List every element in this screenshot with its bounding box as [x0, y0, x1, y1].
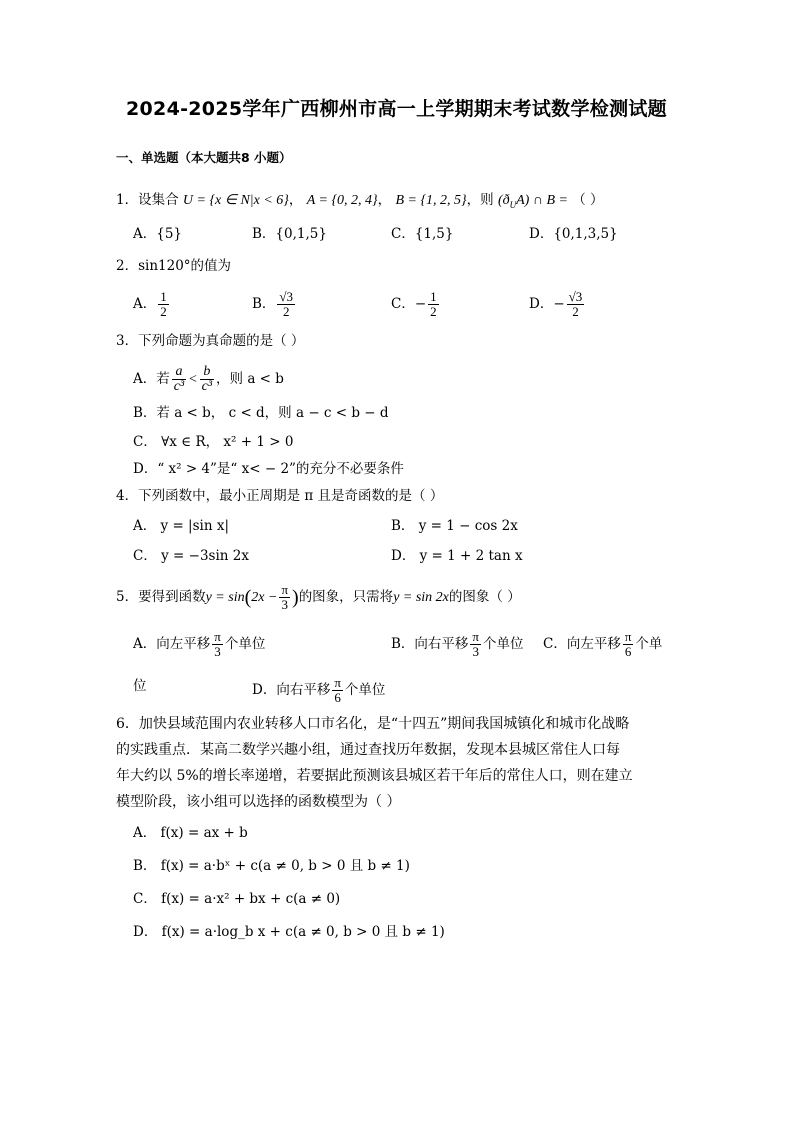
- question-6-line-1: 6．加快县域范围内农业转移人口市名化，是“十四五”期间我国城镇化和城市化战略: [116, 716, 630, 732]
- question-5-stem: 5．要得到函数y = sin(2x − $\frac{\pi}{3}$ )的图象，只需将y = sin 2x的图象（ ）: [116, 582, 521, 612]
- question-6-line-3: 年大约以 5%的增长率递增，若要据此预测该县城区若干年后的常住人口，则在建立: [116, 768, 633, 784]
- question-2-option-d[interactable]: D．− $\frac{√3}{2}$: [529, 289, 583, 319]
- question-3-option-b[interactable]: B．若 a < b， c < d，则 a − c < b − d: [133, 405, 389, 421]
- question-6-line-4: 模型阶段，该小组可以选择的函数模型为（ ）: [116, 794, 401, 810]
- set-b: B = {1, 2, 5}: [395, 193, 467, 208]
- question-5-option-c-wrap: 位: [133, 678, 147, 694]
- question-6-option-d[interactable]: D． f(x) = a·log_b x + c(a ≠ 0, b > 0 且 b ≠ 1): [133, 924, 445, 940]
- set-u: U = {x ∈ N|x < 6}: [182, 193, 289, 208]
- question-2-option-a[interactable]: A． $\frac{1}{2}$: [133, 289, 167, 319]
- question-2-option-c[interactable]: C．− $\frac{1}{2}$: [391, 289, 437, 319]
- question-1-stem: 1．设集合 U = {x ∈ N|x < 6}， A = {0, 2, 4}， B = {1, 2, 5}，则 $(ð_UA)$ ∩ B = （ ）: [116, 192, 604, 210]
- question-5-option-a[interactable]: A．向左平移 $\frac{\pi}{3}$ 个单位: [133, 629, 266, 659]
- question-3-option-a[interactable]: A．若 $\frac{a}{\text{c³}}$ < $\frac{b}{\text{c³}}$ ，则 a < b: [133, 364, 284, 394]
- question-4-option-c[interactable]: C． y = −3sin 2x: [133, 548, 249, 564]
- question-1-option-d[interactable]: D．{0,1,3,5}: [529, 226, 618, 242]
- question-4-stem: 4．下列函数中，最小正周期是 π 且是奇函数的是（ ）: [116, 488, 444, 504]
- question-3-option-c[interactable]: C． ∀x ∈ R， x² + 1 > 0: [133, 434, 294, 450]
- question-3-stem: 3．下列命题为真命题的是（ ）: [116, 333, 305, 349]
- question-5-option-d[interactable]: D．向右平移 $\frac{\pi}{6}$ 个单位: [252, 675, 386, 705]
- question-1-option-b[interactable]: B．{0,1,5}: [252, 226, 327, 242]
- question-3-option-d[interactable]: D．“ x² > 4”是“ x< − 2”的充分不必要条件: [133, 461, 404, 477]
- question-6-option-c[interactable]: C． f(x) = a·x² + bx + c(a ≠ 0): [133, 891, 341, 907]
- question-2-option-b[interactable]: B． $\frac{√3}{2}$: [252, 289, 294, 319]
- question-4-option-b[interactable]: B． y = 1 − cos 2x: [391, 518, 518, 534]
- question-5-option-c[interactable]: C．向左平移 $\frac{\pi}{6}$ 个单: [543, 629, 663, 659]
- set-expression: $(ð_UA)$ ∩ B =: [497, 193, 568, 210]
- question-6-line-2: 的实践重点．某高二数学兴趣小组，通过查找历年数据，发现本县城区常住人口每: [116, 742, 620, 758]
- section-heading: 一、单选题（本大题共8 小题）: [116, 150, 292, 165]
- question-1-option-a[interactable]: A．{5}: [133, 226, 183, 242]
- question-6-option-a[interactable]: A． f(x) = ax + b: [133, 825, 248, 841]
- question-4-option-d[interactable]: D． y = 1 + 2 tan x: [391, 548, 523, 564]
- question-6-option-b[interactable]: B． f(x) = a·bˣ + c(a ≠ 0, b > 0 且 b ≠ 1): [133, 858, 410, 874]
- question-2-stem: 2．sin120°的值为: [116, 258, 232, 274]
- question-4-option-a[interactable]: A． y = |sin x|: [133, 518, 230, 534]
- page-title: 2024-2025学年广西柳州市高一上学期期末考试数学检测试题: [126, 98, 667, 120]
- question-1-option-c[interactable]: C．{1,5}: [391, 226, 454, 242]
- set-a: A = {0, 2, 4}: [306, 193, 378, 208]
- question-5-option-b[interactable]: B．向右平移 $\frac{\pi}{3}$ 个单位: [391, 629, 524, 659]
